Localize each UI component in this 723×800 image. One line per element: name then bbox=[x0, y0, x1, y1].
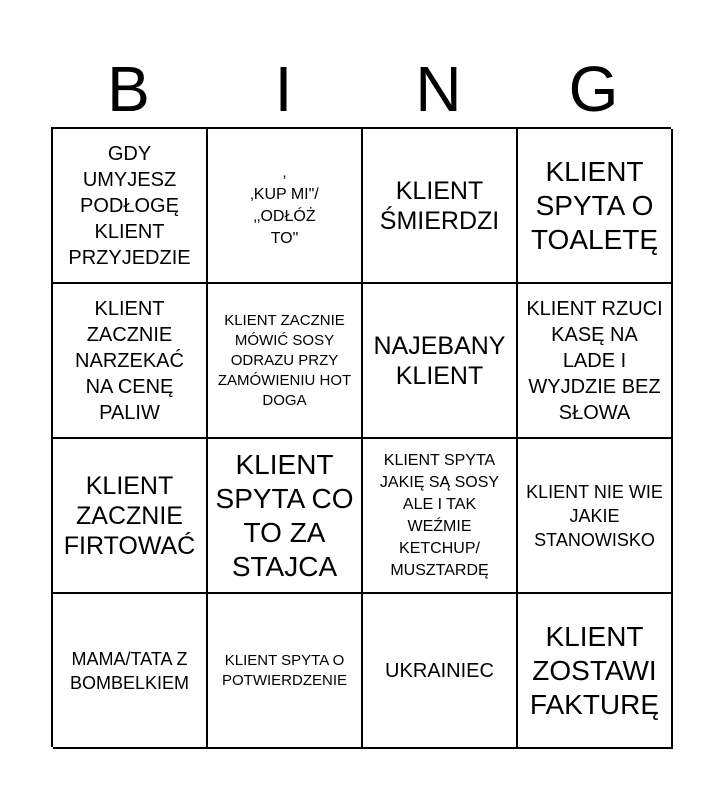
bingo-cell-r4c4[interactable] bbox=[518, 594, 673, 749]
header-letter-g: G bbox=[568, 53, 619, 125]
bingo-cell-r3c1[interactable] bbox=[53, 439, 208, 594]
bingo-cell-r4c2[interactable] bbox=[208, 594, 363, 749]
bingo-cell-text: UKRAINIEC bbox=[385, 659, 494, 682]
bingo-header bbox=[51, 50, 671, 128]
bingo-cell-r2c3[interactable] bbox=[363, 284, 518, 439]
bingo-cell-r2c2[interactable] bbox=[208, 284, 363, 439]
bingo-cell-text: KLIENT SPYTA CO TO ZA STAJCA bbox=[215, 448, 354, 582]
bingo-cell-r1c4[interactable] bbox=[518, 129, 673, 284]
bingo-cell-text: ‚ ‚KUP MI"/ ‚‚ODŁÓŻ TO" bbox=[250, 163, 319, 247]
bingo-cell-text: KLIENT ZACZNIE FIRTOWAĆ bbox=[63, 471, 196, 560]
bingo-card-grid bbox=[51, 127, 671, 747]
bingo-cell-text: KLIENT ŚMIERDZI bbox=[379, 176, 500, 235]
bingo-cell-text: KLIENT RZUCI KASĘ NA LADE I WYJDZIE BEZ SŁOWA bbox=[526, 297, 663, 424]
header-letter-b: B bbox=[107, 53, 150, 125]
bingo-cell-text: KLIENT SPYTA JAKIĘ SĄ SOSY ALE I TAK WEŹMIE KETCHUP/ MUSZTARDĘ bbox=[379, 451, 500, 579]
bingo-cell-r4c1[interactable] bbox=[53, 594, 208, 749]
bingo-cell-r3c4[interactable] bbox=[518, 439, 673, 594]
bingo-cell-text: MAMA/TATA Z BOMBELKIEM bbox=[69, 648, 190, 693]
header-letter-i: I bbox=[274, 53, 293, 125]
header-letter-n: N bbox=[415, 53, 462, 125]
bingo-cell-r2c4[interactable] bbox=[518, 284, 673, 439]
bingo-cell-r1c1[interactable] bbox=[53, 129, 208, 284]
bingo-cell-text: KLIENT NIE WIE JAKIE STANOWISKO bbox=[526, 481, 663, 550]
bingo-cell-text: KLIENT ZACZNIE MÓWIĆ SOSY ODRAZU PRZY ZAMÓWIENIU HOT DOGA bbox=[217, 311, 352, 409]
bingo-cell-r4c3[interactable] bbox=[363, 594, 518, 749]
bingo-cell-text: KLIENT ZOSTAWI FAKTURĘ bbox=[529, 620, 660, 720]
bingo-cell-r3c2[interactable] bbox=[208, 439, 363, 594]
bingo-cell-r3c3[interactable] bbox=[363, 439, 518, 594]
bingo-cell-text: GDY UMYJESZ PODŁOGĘ KLIENT PRZYJEDZIE bbox=[68, 142, 191, 269]
bingo-cell-text: KLIENT SPYTA O TOALETĘ bbox=[530, 155, 659, 255]
bingo-cell-r1c3[interactable] bbox=[363, 129, 518, 284]
bingo-cell-r2c1[interactable] bbox=[53, 284, 208, 439]
bingo-cell-r1c2[interactable] bbox=[208, 129, 363, 284]
bingo-cell-text: NAJEBANY KLIENT bbox=[373, 331, 506, 390]
bingo-cell-text: KLIENT SPYTA O POTWIERDZENIE bbox=[221, 651, 347, 689]
bingo-cell-text: KLIENT ZACZNIE NARZEKAĆ NA CENĘ PALIW bbox=[75, 297, 184, 424]
